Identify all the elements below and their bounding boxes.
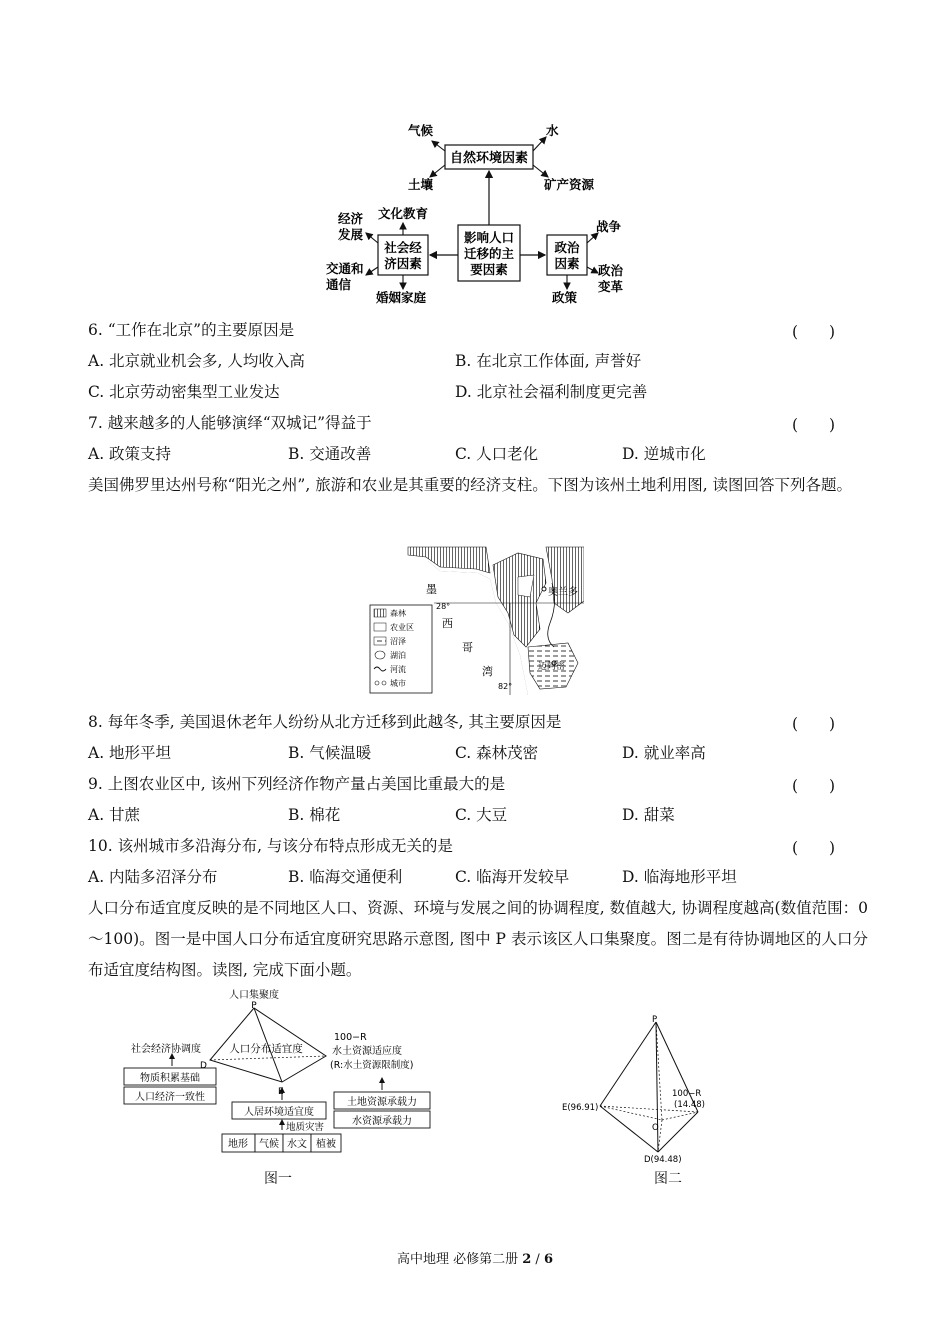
- q6-option-c[interactable]: C. 北京劳动密集型工业发达: [88, 383, 280, 401]
- q10-option-a[interactable]: A. 内陆多沼泽分布: [88, 868, 218, 886]
- q10-option-b[interactable]: B. 临海交通便利: [288, 868, 403, 886]
- population-suitability-intro: 人口分布适宜度反映的是不同地区人口、资源、环境与发展之间的协调程度, 数值越大, 协调程度越高(数值范围：0～100)。图一是中国人口分布适宜度研究思路示意图, 图中 P 表示该区人口集聚度。图二是有待协调地区的人口分布适宜度结构图。读图, 完成下面小题。: [88, 899, 868, 979]
- figure1-caption: 图一: [264, 1171, 292, 1187]
- q6-option-b[interactable]: B. 在北京工作体面, 声誉好: [455, 352, 642, 370]
- natural-factor-box-label: 自然环境因素: [449, 151, 529, 166]
- fig1-right-label1: 100−R: [334, 1032, 367, 1043]
- fig1-box-consistency: 人口经济一致性: [135, 1092, 205, 1103]
- fig1-left-label: 社会经济协调度: [131, 1044, 201, 1055]
- legend-marsh: 沼泽: [390, 637, 406, 646]
- footer-page-number: 2: [522, 1252, 532, 1267]
- q10-stem: 10. 该州城市多沿海分布, 与该分布特点形成无关的是: [88, 837, 453, 855]
- q9-option-b[interactable]: B. 棉花: [288, 806, 341, 824]
- fig1-hazard-label: 地质灾害: [286, 1122, 325, 1133]
- social-box-line2: 济因素: [384, 256, 422, 271]
- social-box-line1: 社会经: [384, 240, 422, 255]
- footer-total-pages: 6: [543, 1252, 553, 1267]
- map-label-wan: 湾: [482, 665, 493, 678]
- footer-separator: /: [531, 1252, 544, 1267]
- q8-answer-blank[interactable]: ( ): [792, 715, 836, 733]
- florida-land-use-map: [368, 543, 584, 695]
- politics-item-war: 战争: [596, 219, 622, 234]
- map-label-mo: 墨: [426, 583, 437, 596]
- fig1-point-d: D: [200, 1061, 207, 1071]
- florida-intro-paragraph: 美国佛罗里达州号称“阳光之州”, 旅游和农业是其重要的经济支柱。下图为该州土地利用图, 读图回答下列各题。: [88, 476, 853, 494]
- q9-option-a[interactable]: A. 甘蔗: [88, 806, 141, 824]
- natural-item-water: 水: [546, 123, 559, 138]
- legend-forest: 森林: [390, 609, 406, 618]
- migration-factors-diagram: [320, 115, 640, 310]
- politics-box-line1: 政治: [554, 240, 580, 255]
- fig1-factor-climate: 气候: [259, 1139, 279, 1150]
- q7-option-a[interactable]: A. 政策支持: [88, 445, 172, 463]
- center-box-line3: 要因素: [470, 262, 508, 277]
- q7-option-d[interactable]: D. 逆城市化: [622, 445, 706, 463]
- q7-answer-blank[interactable]: ( ): [792, 416, 836, 434]
- social-item-transport2: 通信: [326, 277, 352, 292]
- fig1-box-water: 水资源承载力: [352, 1116, 412, 1127]
- fig1-factor-vegetation: 植被: [316, 1139, 336, 1150]
- natural-item-minerals: 矿产资源: [544, 177, 595, 192]
- q6-stem: 6. “工作在北京”的主要原因是: [88, 321, 295, 339]
- social-item-marriage: 婚姻家庭: [376, 290, 427, 305]
- figure2-structure-diagram: [560, 1014, 730, 1164]
- fig1-top-label: 人口集聚度: [229, 990, 279, 1001]
- figure2-caption: 图二: [654, 1171, 682, 1187]
- fig1-point-e: E: [278, 1087, 284, 1097]
- map-label-ge: 哥: [462, 641, 473, 654]
- q7-stem: 7. 越来越多的人能够演绎“双城记”得益于: [88, 414, 372, 432]
- politics-item-reform1: 政治: [598, 263, 624, 278]
- q9-option-c[interactable]: C. 大豆: [455, 806, 508, 824]
- q9-stem: 9. 上图农业区中, 该州下列经济作物产量占美国比重最大的是: [88, 775, 506, 793]
- fig2-point-d: D(94.48): [644, 1155, 682, 1164]
- legend-lake: 湖泊: [390, 651, 406, 660]
- politics-box-line2: 因素: [554, 256, 580, 271]
- fig1-factor-terrain: 地形: [228, 1139, 248, 1150]
- natural-item-climate: 气候: [408, 123, 434, 138]
- q9-answer-blank[interactable]: ( ): [792, 777, 836, 795]
- fig1-right-label3: (R:水土资源限制度): [330, 1060, 414, 1071]
- fig2-r-label: 100−R: [672, 1089, 702, 1099]
- center-box-line2: 迁移的主: [463, 246, 515, 261]
- q8-option-c[interactable]: C. 森林茂密: [455, 744, 539, 762]
- center-box-line1: 影响人口: [463, 230, 515, 245]
- q7-option-b[interactable]: B. 交通改善: [288, 445, 372, 463]
- fig1-factor-hydrology: 水文: [287, 1139, 307, 1150]
- map-label-lon82: 82°: [498, 682, 513, 691]
- q9-option-d[interactable]: D. 甜菜: [622, 806, 675, 824]
- q8-option-b[interactable]: B. 气候温暖: [288, 744, 372, 762]
- fig1-box-material: 物质积累基础: [140, 1073, 200, 1084]
- fig2-r-value: (14.48): [674, 1100, 705, 1110]
- legend-agriculture: 农业区: [390, 623, 414, 632]
- social-item-economy1: 经济: [338, 211, 364, 226]
- social-item-transport1: 交通和: [326, 261, 364, 276]
- q10-option-c[interactable]: C. 临海开发较早: [455, 868, 570, 886]
- legend-river: 河流: [390, 665, 406, 674]
- q10-option-d[interactable]: D. 临海地形平坦: [622, 868, 737, 886]
- social-item-economy2: 发展: [338, 227, 364, 242]
- legend-city: 城市: [390, 679, 406, 688]
- fig1-center-label: 人口分布适宜度: [229, 1043, 303, 1055]
- fig2-point-o: O: [652, 1123, 659, 1133]
- politics-item-policy: 政策: [552, 290, 578, 305]
- figure1-research-diagram: [120, 988, 440, 1158]
- q10-answer-blank[interactable]: ( ): [792, 839, 836, 857]
- q8-stem: 8. 每年冬季, 美国退休老年人纷纷从北方迁移到此越冬, 其主要原因是: [88, 713, 562, 731]
- fig2-point-p: P: [652, 1015, 658, 1025]
- page-footer: [0, 1248, 950, 1267]
- q6-answer-blank[interactable]: ( ): [792, 323, 836, 341]
- politics-item-reform2: 变革: [598, 279, 624, 294]
- q6-option-a[interactable]: A. 北京就业机会多, 人均收入高: [88, 352, 305, 370]
- q6-option-d[interactable]: D. 北京社会福利制度更完善: [455, 383, 648, 401]
- q8-option-d[interactable]: D. 就业率高: [622, 744, 706, 762]
- fig1-box-environment: 人居环境适宜度: [244, 1107, 314, 1118]
- fig1-box-land: 土地资源承载力: [347, 1097, 417, 1108]
- map-label-orlando: 奥兰多: [548, 587, 578, 598]
- fig2-point-e: E(96.91): [562, 1103, 599, 1113]
- social-item-education: 文化教育: [378, 206, 429, 221]
- map-label-xi: 西: [442, 617, 453, 630]
- natural-item-soil: 土壤: [408, 177, 434, 192]
- fig1-point-p: P: [251, 1001, 257, 1011]
- q8-option-a[interactable]: A. 地形平坦: [88, 744, 172, 762]
- map-label-lat28: 28°: [436, 602, 451, 611]
- q7-option-c[interactable]: C. 人口老化: [455, 445, 539, 463]
- fig1-right-label2: 水土资源适应度: [332, 1046, 402, 1057]
- footer-text: 高中地理 必修第二册: [396, 1252, 523, 1267]
- map-label-miami: 迈阿密: [538, 662, 566, 672]
